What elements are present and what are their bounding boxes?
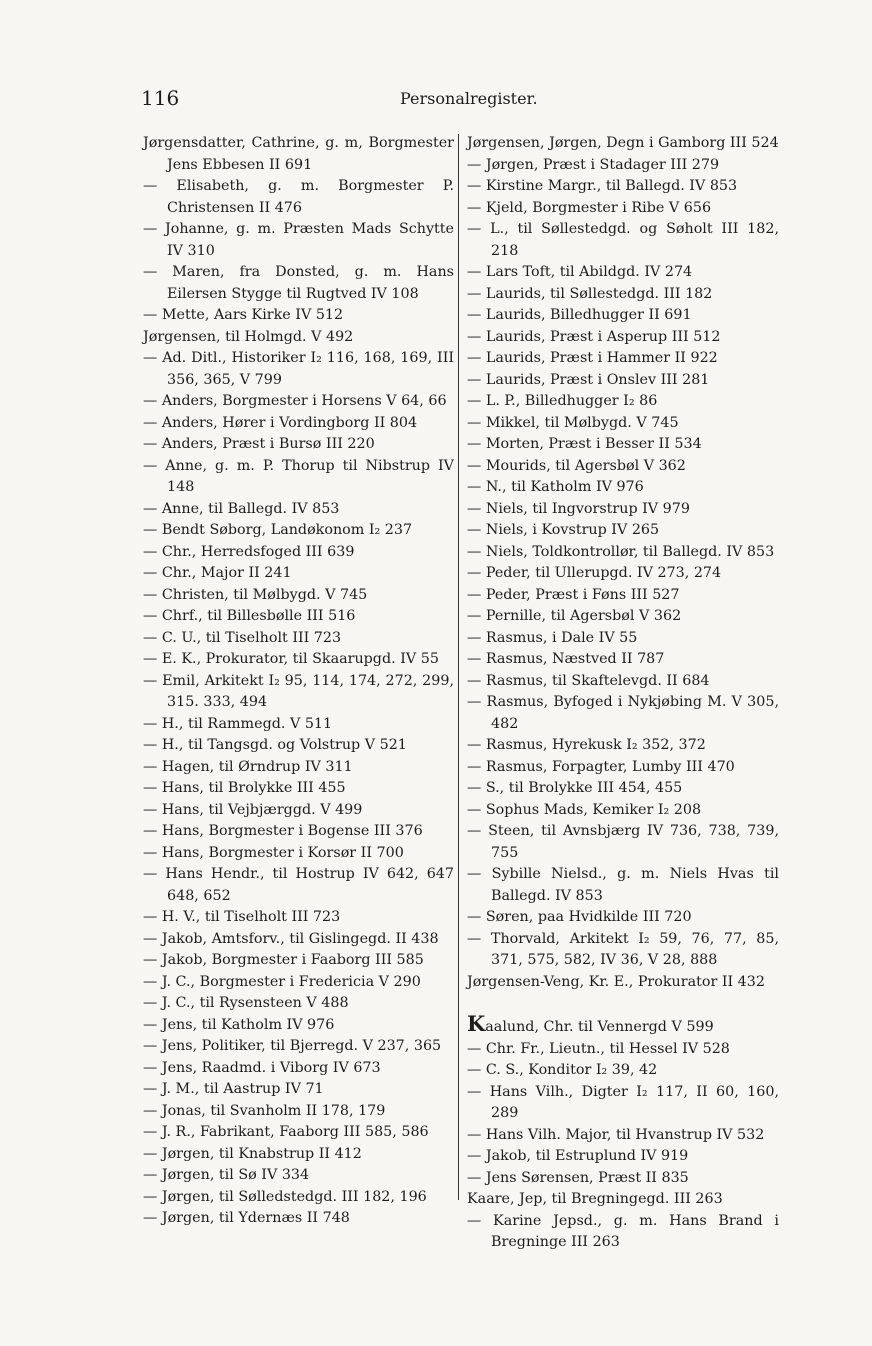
index-entry: — Rasmus, Forpagter, Lumby III 470 [467, 758, 735, 775]
index-entry: — Niels, Toldkontrollør, til Ballegd. IV 853 [467, 543, 775, 560]
index-entry: — Rasmus, i Dale IV 55 [467, 629, 638, 646]
index-entry: — Kjeld, Borgmester i Ribe V 656 [467, 199, 712, 216]
index-entry: — Johanne, g. m. Præsten Mads Schytte IV 310 [143, 221, 454, 259]
index-entry: — Jens, til Katholm IV 976 [143, 1016, 335, 1033]
index-entry-head: Kaare, Jep, til Bregningegd. III 263 [467, 1191, 723, 1207]
index-entry: — Morten, Præst i Besser II 534 [467, 436, 702, 452]
index-entry: — Niels, til Ingvorstrup IV 979 [467, 500, 690, 517]
index-entry: — Mette, Aars Kirke IV 512 [143, 307, 344, 323]
index-entry: — H., til Tangsgd. og Volstrup V 521 [143, 737, 407, 753]
index-entry: — Chr., Herredsfoged III 639 [143, 543, 355, 560]
index-entry: — H., til Rammegd. V 511 [143, 715, 333, 732]
index-entry: — Hans, til Brolykke III 455 [143, 780, 346, 796]
index-entry: — Hagen, til Ørndrup IV 311 [143, 758, 353, 775]
running-head: Personalregister. [400, 89, 538, 108]
index-entry: — Jonas, til Svanholm II 178, 179 [143, 1102, 386, 1119]
index-entry: — Anne, til Ballegd. IV 853 [143, 500, 340, 517]
index-entry: — Jakob, Amtsforv., til Gislingegd. II 438 [143, 930, 439, 947]
index-entry: — Hans Vilh., Digter I₂ 117, II 60, 160, 289 [467, 1083, 779, 1121]
index-entry: — J. C., til Rysensteen V 488 [143, 995, 349, 1011]
index-entry: — Maren, fra Donsted, g. m. Hans Eilersen Stygge til Rugtved IV 108 [143, 264, 454, 302]
index-entry-head: Jørgensen-Veng, Kr. E., Prokurator II 432 [467, 973, 765, 990]
entry-text: aalund, Chr. til Vennergd V 599 [485, 1019, 714, 1035]
index-entry-head: Jørgensdatter, Cathrine, g. m, Borgmester Jens Ebbesen II 691 [143, 135, 454, 173]
index-entry: — Jens, Politiker, til Bjerregd. V 237, 365 [143, 1038, 442, 1054]
index-entry: — L., til Søllestedgd. og Søholt III 182, 218 [467, 221, 779, 259]
index-entry: — C. S., Konditor I₂ 39, 42 [467, 1062, 658, 1078]
index-entry: — Jens Sørensen, Præst II 835 [467, 1169, 689, 1186]
index-entry: — Laurids, Præst i Onslev III 281 [467, 371, 710, 388]
index-entry: — Pernille, til Agersbøl V 362 [467, 608, 682, 624]
index-entry: — J. R., Fabrikant, Faaborg III 585, 586 [143, 1124, 429, 1140]
index-entry: — Peder, til Ullerupgd. IV 273, 274 [467, 565, 722, 581]
index-entry: — Anders, Borgmester i Horsens V 64, 66 [143, 393, 447, 409]
right-column [467, 133, 779, 1254]
index-entry: — Laurids, til Søllestedgd. III 182 [467, 285, 713, 302]
index-entry: — Niels, i Kovstrup IV 265 [467, 522, 660, 538]
index-entry: — Hans, Borgmester i Bogense III 376 [143, 823, 423, 839]
index-entry: — Hans Hendr., til Hostrup IV 642, 647 648, 652 [143, 866, 454, 904]
index-entry: — Chrf., til Billesbølle III 516 [143, 608, 356, 624]
index-entry: — Jakob, til Estruplund IV 919 [467, 1148, 689, 1164]
index-entry: — Thorvald, Arkitekt I₂ 59, 76, 77, 85, 371, 575, 582, IV 36, V 28, 888 [467, 930, 779, 968]
index-entry: — Hans, Borgmester i Korsør II 700 [143, 844, 404, 861]
index-entry: — Emil, Arkitekt I₂ 95, 114, 174, 272, 299, 315. 333, 494 [143, 672, 454, 710]
index-entry: — Sybille Nielsd., g. m. Niels Hvas til Ballegd. IV 853 [467, 866, 779, 904]
index-entry: — S., til Brolykke III 454, 455 [467, 780, 683, 796]
index-entry: — Søren, paa Hvidkilde III 720 [467, 909, 692, 925]
index-entry: — J. C., Borgmester i Fredericia V 290 [143, 973, 421, 990]
index-entry: — C. U., til Tiselholt III 723 [143, 629, 342, 646]
index-entry-head: Jørgensen, til Holmgd. V 492 [143, 328, 354, 345]
index-entry: — Peder, Præst i Føns III 527 [467, 586, 680, 603]
index-entry: — Anders, Hører i Vordingborg II 804 [143, 414, 418, 431]
index-entry: — Kirstine Margr., til Ballegd. IV 853 [467, 178, 738, 194]
index-entry: — Rasmus, Byfoged i Nykjøbing M. V 305, 482 [467, 694, 779, 732]
index-entry: — H. V., til Tiselholt III 723 [143, 909, 341, 925]
index-entry: — Jørgen, til Knabstrup II 412 [143, 1145, 362, 1162]
index-entry: — N., til Katholm IV 976 [467, 479, 644, 495]
index-entry: — Hans Vilh. Major, til Hvanstrup IV 532 [467, 1126, 765, 1143]
index-entry: — Bendt Søborg, Landøkonom I₂ 237 [143, 522, 413, 538]
index-entry: — Jens, Raadmd. i Viborg IV 673 [143, 1059, 381, 1076]
index-entry: — Mourids, til Agersbøl V 362 [467, 457, 686, 474]
index-entry: — Karine Jepsd., g. m. Hans Brand i Bregninge III 263 [467, 1212, 779, 1250]
index-entry: — Rasmus, Næstved II 787 [467, 651, 665, 667]
index-entry-head [467, 1013, 779, 1039]
page-number: 116 [141, 86, 180, 110]
index-entry-head: Jørgensen, Jørgen, Degn i Gamborg III 524 [467, 135, 779, 151]
index-entry: — Steen, til Avnsbjærg IV 736, 738, 739, 755 [467, 823, 779, 861]
index-entry: — Jørgen, til Sølledstedgd. III 182, 196 [143, 1188, 427, 1205]
index-entry: — Rasmus, Hyrekusk I₂ 352, 372 [467, 737, 706, 753]
index-entry: — E. K., Prokurator, til Skaarupgd. IV 55 [143, 651, 439, 667]
index-entry: — Lars Toft, til Abildgd. IV 274 [467, 264, 693, 280]
index-entry: — Jørgen, til Sø IV 334 [143, 1167, 310, 1183]
section-initial: K [467, 1011, 486, 1036]
index-entry: — Jørgen, Præst i Stadager III 279 [467, 156, 720, 173]
index-entry: — J. M., til Aastrup IV 71 [143, 1081, 324, 1097]
index-entry: — Mikkel, til Mølbygd. V 745 [467, 414, 679, 431]
index-entry: — Laurids, Billedhugger II 691 [467, 307, 692, 323]
index-entry: — Anders, Præst i Bursø III 220 [143, 436, 375, 452]
index-entry: — Anne, g. m. P. Thorup til Nibstrup IV 148 [143, 457, 454, 495]
index-entry: — L. P., Billedhugger I₂ 86 [467, 393, 658, 409]
index-entry: — Jørgen, til Ydernæs II 748 [143, 1210, 350, 1226]
index-entry: — Ad. Ditl., Historiker I₂ 116, 168, 169, III 356, 365, V 799 [143, 350, 454, 388]
column-divider [458, 134, 459, 1200]
index-entry: — Laurids, Præst i Hammer II 922 [467, 350, 718, 366]
index-entry: — Elisabeth, g. m. Borgmester P. Christensen II 476 [143, 178, 454, 216]
index-entry: — Sophus Mads, Kemiker I₂ 208 [467, 801, 702, 818]
index-entry: — Hans, til Vejbjærggd. V 499 [143, 801, 363, 818]
index-entry: — Rasmus, til Skaftelevgd. II 684 [467, 672, 710, 689]
index-entry: — Jakob, Borgmester i Faaborg III 585 [143, 952, 424, 968]
left-column [143, 133, 454, 1230]
index-entry: — Chr. Fr., Lieutn., til Hessel IV 528 [467, 1040, 730, 1057]
index-entry: — Laurids, Præst i Asperup III 512 [467, 328, 721, 345]
index-entry: — Christen, til Mølbygd. V 745 [143, 586, 368, 603]
index-entry: — Chr., Major II 241 [143, 565, 292, 581]
